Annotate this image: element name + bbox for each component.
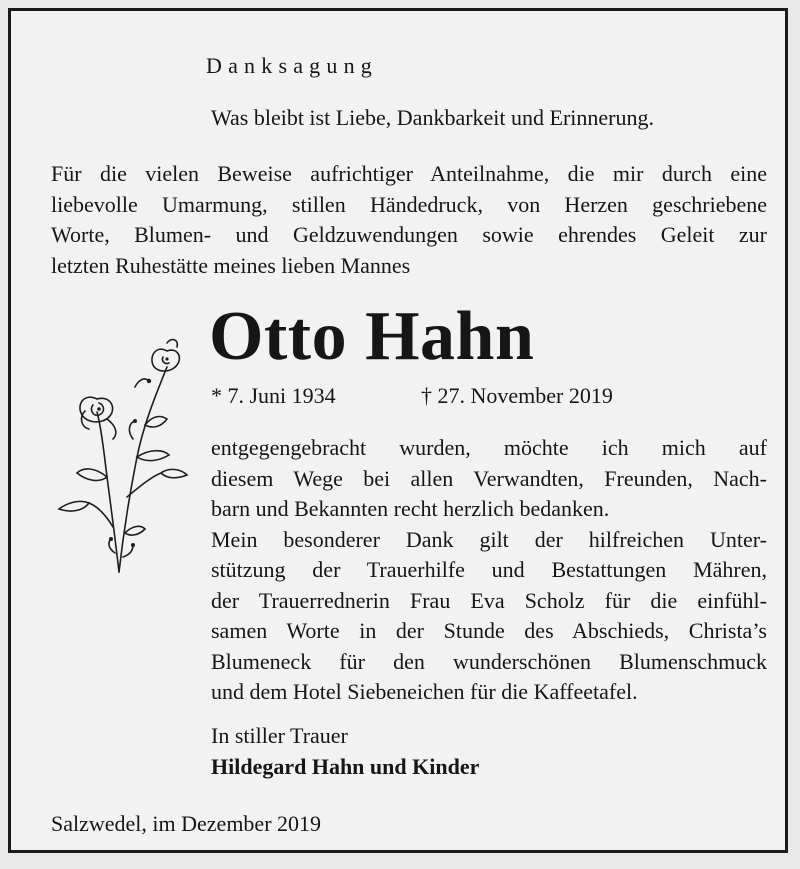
signature-names: Hildegard Hahn und Kinder — [211, 754, 480, 779]
body-line: Mein besonderer Dank gilt der hilfreichen Unter- — [211, 526, 767, 552]
intro-paragraph — [51, 159, 767, 281]
body-line: der Trauerrednerin Frau Eva Scholz für die einfühl- — [211, 587, 767, 613]
obituary-notice — [8, 8, 788, 853]
signature-intro: In stiller Trauer — [211, 723, 348, 748]
body-line: entgegengebracht wurden, möchte ich mich auf — [211, 435, 767, 460]
body-line: und dem Hotel Siebeneichen für die Kaffeetafel. — [211, 679, 638, 704]
body-line: samen Worte in der Stunde des Abschieds, Christa’s — [211, 618, 767, 643]
deceased-name: Otto Hahn — [209, 298, 535, 375]
place-date: Salzwedel, im Dezember 2019 — [51, 811, 322, 836]
body-line: stützung der Trauerhilfe und Bestattungen Mähren, — [211, 557, 767, 582]
motto: Was bleibt ist Liebe, Dankbarkeit und Erinnerung. — [211, 105, 654, 130]
body-line: barn und Bekannten recht herzlich bedanken. — [211, 496, 610, 521]
thanks-paragraph — [211, 433, 767, 708]
death-date: † 27. November 2019 — [421, 383, 613, 408]
intro-line: letzten Ruhestätte meines lieben Mannes — [51, 252, 411, 278]
body-line: diesem Wege bei allen Verwandten, Freunden, Nach- — [211, 465, 767, 491]
body-line: Blumeneck für den wunderschönen Blumenschmuck — [211, 648, 767, 674]
intro-line: Für die vielen Beweise aufrichtiger Anteilnahme, die mir durch eine — [51, 161, 767, 186]
intro-line: Worte, Blumen- und Geldzuwendungen sowie ehrendes Geleit zur — [51, 222, 767, 247]
intro-line: liebevolle Umarmung, stillen Händedruck, von Herzen geschriebene — [51, 191, 767, 217]
rose-flower-icon — [49, 327, 199, 577]
birth-date: * 7. Juni 1934 — [211, 383, 336, 408]
notice-heading: Danksagung — [206, 53, 378, 78]
